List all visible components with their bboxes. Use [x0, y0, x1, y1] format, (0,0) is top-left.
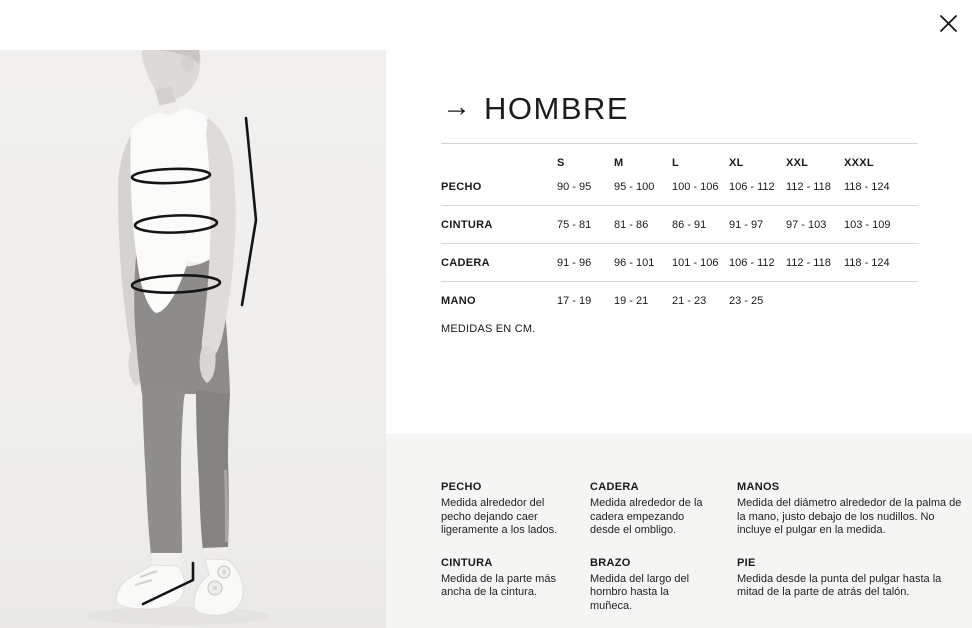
page-title-text: HOMBRE [484, 91, 630, 126]
model-figure-illustration [0, 50, 386, 628]
definition-manos [737, 481, 972, 538]
definition-term: BRAZO [590, 556, 631, 569]
definition-text: Medida de la parte más ancha de la cintura. [441, 572, 556, 598]
definition-term: MANOS [737, 481, 780, 493]
definition-term: PIE [737, 556, 756, 569]
definitions-column-1 [441, 481, 590, 613]
size-col-s: S [557, 157, 565, 169]
definition-pecho [441, 481, 590, 538]
size-col-xxl: XXL [786, 157, 809, 169]
definition-text: Medida alrededor de la cadera empezando desde el ombligo. [590, 497, 703, 536]
row-label: PECHO [441, 181, 482, 193]
definitions-column-2 [590, 481, 737, 613]
definition-cadera [590, 481, 737, 538]
page-title [442, 93, 629, 124]
definition-term: CADERA [590, 481, 639, 493]
size-table-header-row [441, 144, 918, 170]
size-col-xl: XL [729, 157, 744, 169]
arrow-right-icon: → [442, 91, 471, 123]
row-label: CADERA [441, 257, 490, 269]
definition-brazo [590, 557, 737, 614]
table-row-pecho: PECHO 90 - 95 95 - 100 100 - 106 106 - 112 112 - 118 118 - 124 [441, 170, 918, 206]
modal-top-bar [0, 0, 972, 50]
size-col-l: L [672, 157, 680, 169]
units-note: MEDIDAS EN CM. [441, 323, 536, 335]
row-label: CINTURA [441, 219, 493, 231]
close-button[interactable] [932, 7, 964, 39]
size-col-xxxl: XXXL [844, 157, 874, 169]
definition-text: Medida alrededor del pecho dejando caer ligeramente a los lados. [441, 497, 558, 536]
definition-term: CINTURA [441, 556, 493, 569]
table-row-mano: MANO 17 - 19 19 - 21 21 - 23 23 - 25 [441, 295, 764, 307]
definition-cintura [441, 557, 590, 600]
size-table [441, 143, 918, 308]
table-row-cadera: CADERA 91 - 96 96 - 101 101 - 106 106 - 112 112 - 118 118 - 124 [441, 244, 918, 282]
definition-term: PECHO [441, 481, 482, 493]
row-label: MANO [441, 295, 476, 307]
definition-text: Medida del largo del hombro hasta la muñeca. [590, 572, 690, 612]
size-col-m: M [614, 157, 624, 169]
close-icon [938, 13, 959, 34]
model-photo [0, 50, 386, 628]
definitions-column-3 [737, 481, 972, 613]
definitions-panel [386, 434, 972, 628]
definition-text: Medida desde la punta del pulgar hasta la mitad de la parte de atrás del talón. [737, 572, 942, 598]
definition-pie [737, 557, 972, 600]
table-row-cintura: CINTURA 75 - 81 81 - 86 86 - 91 91 - 97 97 - 103 103 - 109 [441, 206, 918, 244]
definitions-grid [441, 481, 972, 613]
definition-text: Medida del diámetro alrededor de la palma de la mano, justo debajo de los nudillos. No incluye el pulgar en la medida. [737, 497, 962, 536]
